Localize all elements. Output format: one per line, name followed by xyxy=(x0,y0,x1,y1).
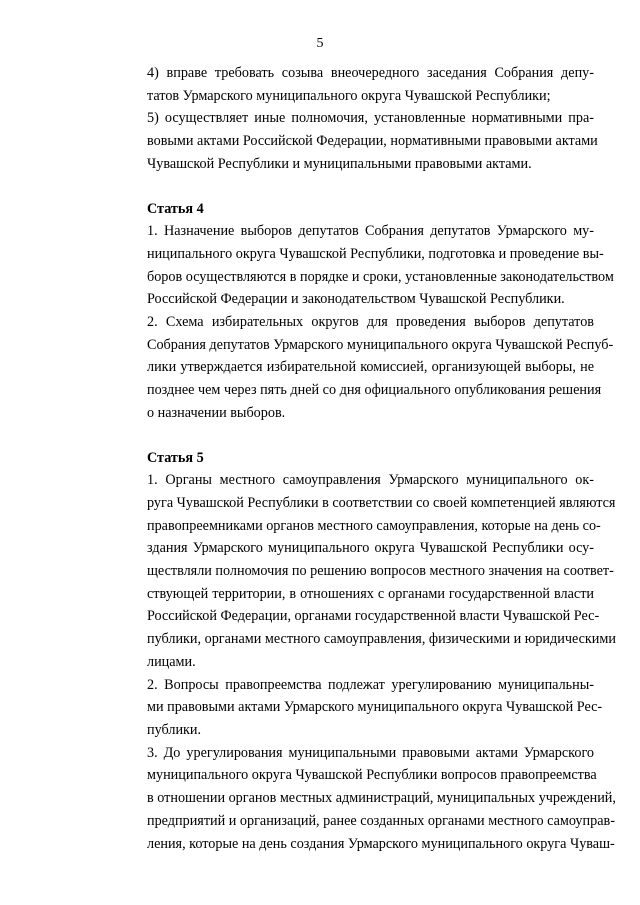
text-line: ствующей территории, в отношениях с органами государственной власти xyxy=(147,585,594,602)
document-body xyxy=(106,62,616,855)
text-line: 4) вправе требовать созыва внеочередного заседания Собрания депу- xyxy=(147,65,594,81)
text-line: муниципального округа Чувашской Республики вопросов правопреемства xyxy=(147,767,597,784)
article-4-paragraph-1 xyxy=(106,220,614,311)
text-line: татов Урмарского муниципального округа Чувашской Республики; xyxy=(147,87,551,104)
text-line: ществляли полномочия по решению вопросов местного значения на соответ- xyxy=(147,563,614,580)
text-line: ниципального округа Чувашской Республики, подготовка и проведение вы- xyxy=(147,245,604,262)
text-line: Российской Федерации и законодательством Чувашской Республики. xyxy=(147,291,565,308)
text-line: в отношении органов местных администраций, муниципальных учреждений, xyxy=(147,790,616,807)
text-line: 1. Органы местного самоуправления Урмарского муниципального ок- xyxy=(147,472,594,489)
article-5-heading: Статья 5 xyxy=(147,449,204,466)
text-line: позднее чем через пять дней со дня официального опубликования решения xyxy=(147,382,602,399)
text-line: вовыми актами Российской Федерации, нормативными правовыми актами xyxy=(147,133,598,150)
text-line: 2. Вопросы правопреемства подлежат урегулированию муниципальны- xyxy=(147,676,594,693)
paragraph-item-4 xyxy=(106,62,594,107)
text-line: 5) осуществляет иные полномочия, установленные нормативными пра- xyxy=(147,110,594,127)
article-5-paragraph-2 xyxy=(106,674,603,742)
text-line: 2. Схема избирательных округов для проведения выборов депутатов xyxy=(147,314,594,331)
text-line: предприятий и организаций, ранее созданных органами местного самоуправ- xyxy=(147,812,615,829)
text-line: руга Чувашской Республики в соответствии со своей компетенцией являются xyxy=(147,494,616,511)
page-number: 5 xyxy=(316,36,324,51)
text-line: публики, органами местного самоуправления, физическими и юридическими xyxy=(147,631,616,648)
text-line: публики. xyxy=(147,721,202,738)
text-line: правопреемниками органов местного самоуправления, которые на день со- xyxy=(147,517,601,534)
article-5-paragraph-1 xyxy=(106,469,616,673)
text-line: 3. До урегулирования муниципальными правовыми актами Урмарского xyxy=(147,744,594,761)
text-line: Российской Федерации, органами государственной власти Чувашской Рес- xyxy=(147,608,600,625)
article-4-heading: Статья 4 xyxy=(147,200,204,217)
text-line: ми правовыми актами Урмарского муниципального округа Чувашской Рес- xyxy=(147,699,603,716)
article-4-paragraph-2 xyxy=(106,311,614,425)
article-5-paragraph-3 xyxy=(106,742,616,856)
text-line: здания Урмарского муниципального округа Чувашской Республики осу- xyxy=(147,540,594,557)
text-line: Собрания депутатов Урмарского муниципального округа Чувашской Респуб- xyxy=(147,336,614,353)
text-line: ления, которые на день создания Урмарского муниципального округа Чуваш- xyxy=(147,835,615,852)
text-line: боров осуществляются в порядке и сроки, установленные законодательством xyxy=(147,268,614,285)
text-line: о назначении выборов. xyxy=(147,404,286,421)
text-line: лицами. xyxy=(147,653,196,670)
text-line: Чувашской Республики и муниципальными правовыми актами. xyxy=(147,155,532,172)
text-line: 1. Назначение выборов депутатов Собрания депутатов Урмарского му- xyxy=(147,223,594,240)
text-line: лики утверждается избирательной комиссией, организующей выборы, не xyxy=(147,359,594,376)
paragraph-item-5 xyxy=(106,107,598,175)
